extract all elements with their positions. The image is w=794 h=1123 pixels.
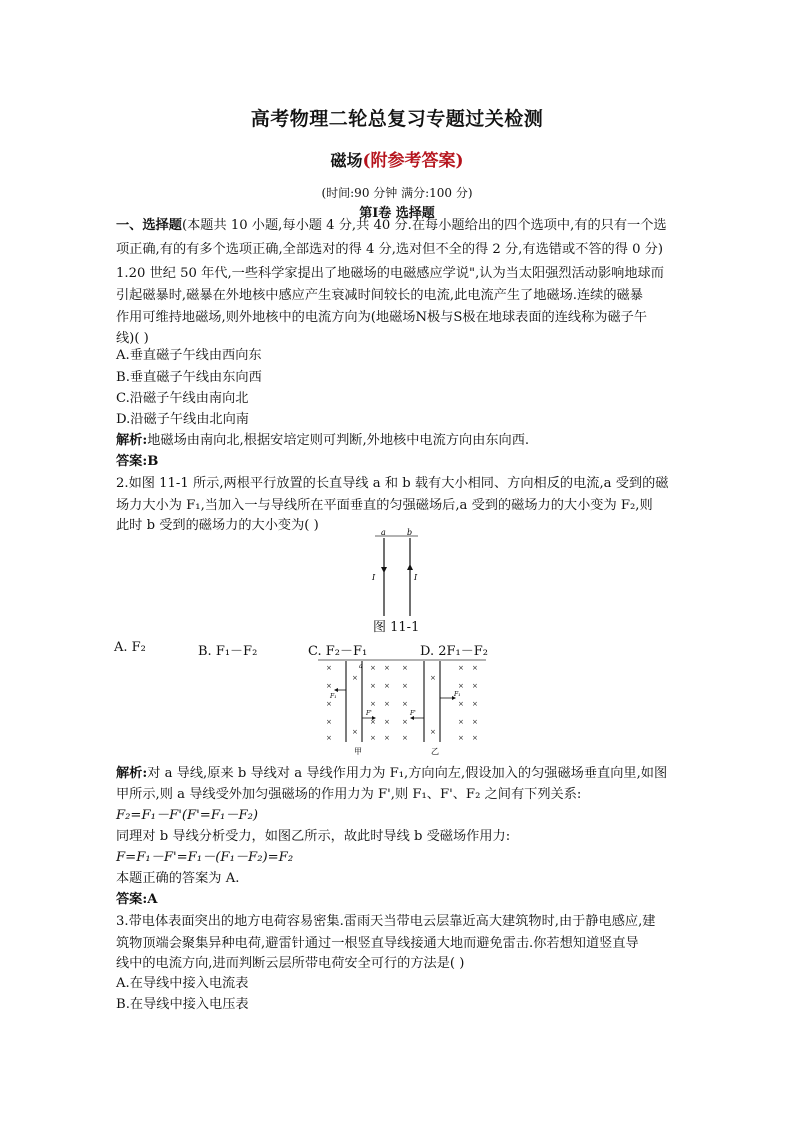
field-cross-icon: × <box>326 700 332 708</box>
field-cross-icon: × <box>472 682 478 690</box>
field-cross-icon: × <box>352 728 358 736</box>
field-cross-icon: × <box>402 664 408 672</box>
q2-line-3: 此时 b 受到的磁场力的大小变为( ) <box>116 518 319 533</box>
q2-line-2: 场力大小为 F₁,当加入一与导线所在平面垂直的匀强磁场后,a 受到的磁场力的大小变为 F₂,则 <box>116 498 653 513</box>
q1-option-c: C.沿磁子午线由南向北 <box>116 391 249 406</box>
field-cross-icon: × <box>402 734 408 742</box>
q1-line-1: 1.20 世纪 50 年代,一些科学家提出了地磁场的电磁感应学说",认为当太阳强烈活动影响地球而 <box>116 266 664 281</box>
wire-a-label: a <box>381 528 386 537</box>
fig2-f2-label: F₁ <box>454 691 461 698</box>
field-cross-icon: × <box>384 664 390 672</box>
figure-11-1 <box>360 528 440 620</box>
field-cross-icon: × <box>458 682 464 690</box>
q1-answer: 答案:B <box>116 454 159 469</box>
field-cross-icon: × <box>472 700 478 708</box>
field-cross-icon: × <box>458 700 464 708</box>
field-cross-icon: × <box>384 682 390 690</box>
q3-line-2: 筑物顶端会聚集异种电荷,避雷针通过一根竖直导线接通大地而避免雷击.你若想知道竖直导 <box>116 936 639 951</box>
field-cross-icon: × <box>384 700 390 708</box>
field-cross-icon: × <box>370 734 376 742</box>
q2-explanation-line-4: 本题正确的答案为 A. <box>116 871 240 886</box>
q2-line-1: 2.如图 11-1 所示,两根平行放置的长直导线 a 和 b 载有大小相同、方向相反的电流,a 受到的磁 <box>116 476 669 491</box>
q1-option-b: B.垂直磁子午线由东向西 <box>116 370 262 385</box>
fig2-f-label: F₁ <box>330 693 337 700</box>
field-cross-icon: × <box>370 718 376 726</box>
field-cross-icon: × <box>384 734 390 742</box>
q2-equation-1: F₂=F₁－F'(F'=F₁－F₂) <box>116 808 259 823</box>
field-cross-icon: × <box>430 674 436 682</box>
answer-note: (附参考答案) <box>362 151 464 171</box>
field-cross-icon: × <box>326 718 332 726</box>
fig2-fprime2-label: F' <box>410 710 416 717</box>
q3-option-a: A.在导线中接入电流表 <box>116 976 249 991</box>
field-cross-icon: × <box>402 718 408 726</box>
field-cross-icon: × <box>370 682 376 690</box>
field-cross-icon: × <box>402 682 408 690</box>
topic-label: 磁场 <box>330 151 363 170</box>
current-label-b: I <box>414 573 418 582</box>
q2-option-c: C. F₂－F₁ <box>308 644 368 659</box>
section-intro-line-2: 项正确,有的有多个选项正确,全部选对的得 4 分,选对但不全的得 2 分,有选错或不答的得 0 分) <box>116 242 663 257</box>
q1-line-4: 线)( ) <box>116 331 149 346</box>
wire-b-label: b <box>407 528 413 537</box>
field-cross-icon: × <box>326 682 332 690</box>
q1-line-3: 作用可维持地磁场,则外地核中的电流方向为(地磁场N极与S极在地球表面的连线称为磁子午 <box>116 310 648 325</box>
field-cross-icon: × <box>430 728 436 736</box>
q2-option-b: B. F₁－F₂ <box>198 644 258 659</box>
q1-line-2: 引起磁暴时,磁暴在外地核中感应产生衰减时间较长的电流,此电流产生了地磁场.连续的磁暴 <box>116 288 643 303</box>
field-cross-icon: × <box>458 664 464 672</box>
field-cross-icon: × <box>458 734 464 742</box>
figure-caption: 图 11-1 <box>373 620 420 635</box>
q2-answer: 答案:A <box>116 892 158 907</box>
field-cross-icon: × <box>326 734 332 742</box>
field-cross-icon: × <box>370 664 376 672</box>
field-cross-icon: × <box>384 718 390 726</box>
q1-explanation: 解析:地磁场由南向北,根据安培定则可判断,外地核中电流方向由东向西. <box>116 433 530 448</box>
section-intro-line-1: 一、选择题(本题共 10 小题,每小题 4 分,共 40 分.在每小题给出的四个选项中,有的只有一个选 <box>116 218 667 233</box>
q2-option-d: D. 2F₁－F₂ <box>420 644 488 659</box>
field-cross-icon: × <box>352 674 358 682</box>
current-up-arrow <box>407 564 413 570</box>
field-cross-icon: × <box>402 700 408 708</box>
current-down-arrow <box>381 567 387 573</box>
field-cross-icon: × <box>472 734 478 742</box>
field-cross-icon: × <box>472 718 478 726</box>
q2-explanation-line-1: 解析:对 a 导线,原来 b 导线对 a 导线作用力为 F₁,方向向左,假设加入的匀强磁场垂直向里,如图 <box>116 766 668 781</box>
q3-line-3: 线中的电流方向,进而判断云层所带电荷安全可行的方法是( ) <box>116 956 465 971</box>
field-cross-icon: × <box>370 700 376 708</box>
time-info: (时间:90 分钟 满分:100 分) <box>321 186 473 200</box>
q2-option-a: A. F₂ <box>114 640 146 655</box>
q2-equation-2: F=F₁－F'=F₁－(F₁－F₂)=F₂ <box>116 850 294 865</box>
page-title: 高考物理二轮总复习专题过关检测 <box>250 108 544 130</box>
field-cross-icon: × <box>472 664 478 672</box>
q1-option-d: D.沿磁子午线由北向南 <box>116 412 249 427</box>
fig2-wire-a-label: a <box>359 663 363 670</box>
figure-jia-yi <box>318 658 486 758</box>
subtitle <box>0 146 794 171</box>
current-label-a: I <box>372 573 376 582</box>
part-heading: 第Ⅰ卷 选择题 <box>359 206 435 221</box>
fig-jia-label: 甲 <box>354 747 362 756</box>
field-cross-icon: × <box>458 718 464 726</box>
q2-explanation-line-2: 甲所示,则 a 导线受外加匀强磁场的作用力为 F',则 F₁、F'、F₂ 之间有下列关系: <box>116 787 582 802</box>
field-cross-icon: × <box>326 664 332 672</box>
q1-option-a: A.垂直磁子午线由西向东 <box>116 348 262 363</box>
section-heading: 一、选择题 <box>116 218 182 233</box>
fig-yi-label: 乙 <box>431 747 439 756</box>
q3-option-b: B.在导线中接入电压表 <box>116 997 249 1012</box>
q2-explanation-line-3: 同理对 b 导线分析受力，如图乙所示，故此时导线 b 受磁场作用力: <box>116 829 511 844</box>
q3-line-1: 3.带电体表面突出的地方电荷容易密集.雷雨天当带电云层靠近高大建筑物时,由于静电感应,建 <box>116 914 656 929</box>
fig2-fprime-label: F' <box>366 710 372 717</box>
